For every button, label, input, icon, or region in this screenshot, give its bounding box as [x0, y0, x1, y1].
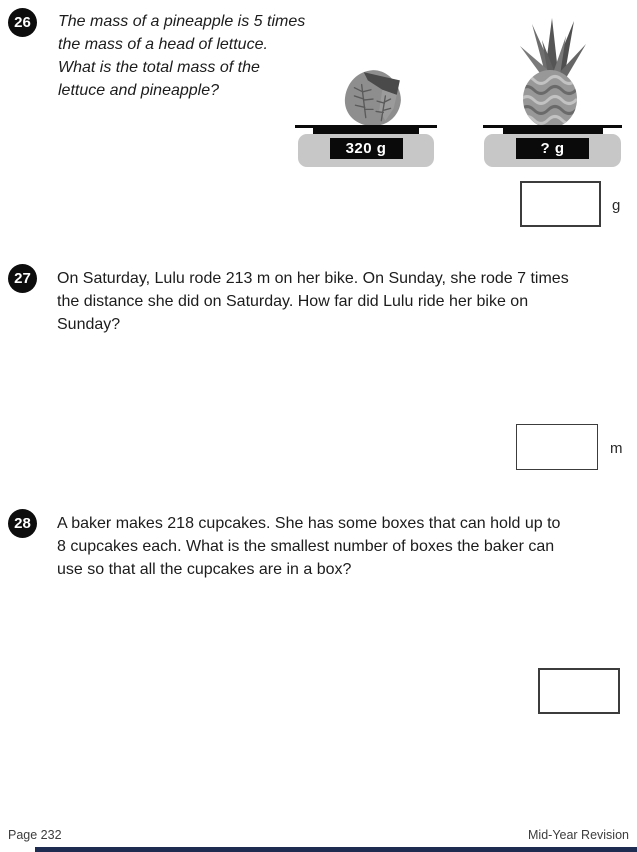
section-label: Mid-Year Revision — [528, 828, 629, 842]
pineapple-leaves — [520, 18, 586, 78]
question-28-line-1: A baker makes 218 cupcakes. She has some boxes that can hold up to — [57, 515, 561, 532]
question-28-line-3: use so that all the cupcakes are in a box? — [57, 561, 352, 578]
answer-box-q28[interactable] — [538, 668, 620, 714]
question-26-text — [58, 10, 305, 102]
answer-box-q27[interactable] — [516, 424, 598, 470]
pineapple-image — [512, 18, 592, 130]
scale-base — [484, 134, 621, 167]
scale-base — [298, 134, 434, 167]
answer-box-q26[interactable] — [520, 181, 601, 227]
question-26-line-3: What is the total mass of the — [58, 59, 260, 76]
question-26-line-2: the mass of a head of lettuce. — [58, 36, 268, 53]
question-27-text — [57, 267, 569, 336]
question-28-number-badge: 28 — [8, 509, 37, 538]
question-27-number-badge: 27 — [8, 264, 37, 293]
question-27-line-3: Sunday? — [57, 316, 121, 333]
scale-display: ? g — [516, 138, 589, 159]
question-26-line-1: The mass of a pineapple is 5 times — [58, 13, 306, 30]
scale-display: 320 g — [330, 138, 403, 159]
footer-accent-bar — [35, 847, 637, 852]
lettuce-image — [342, 67, 404, 129]
answer-unit-q27: m — [610, 440, 623, 457]
question-28-text — [57, 512, 560, 581]
question-27-line-2: the distance she did on Saturday. How far did Lulu ride her bike on — [57, 293, 529, 310]
question-27-line-1: On Saturday, Lulu rode 213 m on her bike. On Sunday, she rode 7 times — [57, 270, 569, 287]
question-28-line-2: 8 cupcakes each. What is the smallest number of boxes the baker can — [57, 538, 555, 555]
scale-left — [295, 125, 437, 167]
scale-right — [483, 125, 622, 167]
page-number-label: Page 232 — [8, 828, 62, 842]
question-26-line-4: lettuce and pineapple? — [58, 82, 220, 99]
question-26-number-badge: 26 — [8, 8, 37, 37]
answer-unit-q26: g — [612, 197, 621, 214]
